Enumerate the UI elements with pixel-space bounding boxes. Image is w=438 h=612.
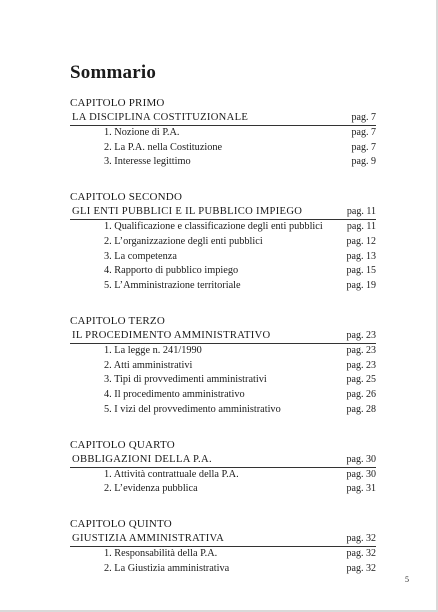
toc-entry[interactable] [70, 468, 376, 483]
entry-text: 3. Interesse legittimo [104, 156, 191, 168]
page-ref: pag. 13 [346, 250, 376, 262]
toc-entry[interactable] [70, 388, 376, 403]
toc-entry[interactable] [70, 403, 376, 418]
page-ref: pag. 19 [346, 280, 376, 292]
toc-entry[interactable] [70, 155, 376, 170]
page-ref: pag. 23 [346, 344, 376, 356]
page-ref: pag. 26 [346, 389, 376, 401]
toc-entry[interactable] [70, 264, 376, 279]
toc-entry[interactable] [70, 482, 376, 497]
chapter-title-row[interactable] [70, 329, 376, 344]
chapter-label: CAPITOLO QUINTO [70, 518, 172, 531]
chapter-label: CAPITOLO QUARTO [70, 438, 175, 451]
page-ref: pag. 15 [346, 265, 376, 277]
entry-text: 4. Rapporto di pubblico impiego [104, 265, 239, 277]
chapter-title-row[interactable] [70, 111, 376, 126]
chapter-2 [70, 190, 376, 294]
page-ref: pag. 12 [346, 235, 376, 247]
page-ref: pag. 32 [346, 562, 376, 574]
chapter-1 [70, 96, 376, 170]
toc-entry[interactable] [70, 235, 376, 250]
chapter-label: CAPITOLO SECONDO [70, 191, 183, 204]
toc-entry[interactable] [70, 220, 376, 235]
chapter-title: LA DISCIPLINA COSTITUZIONALE [72, 111, 249, 123]
entry-text: 1. La legge n. 241/1990 [104, 344, 202, 356]
page-ref: pag. 23 [346, 359, 376, 371]
chapter-title: OBBLIGAZIONI DELLA P.A. [72, 453, 212, 465]
toc-entry[interactable] [70, 373, 376, 388]
page-ref: pag. 11 [346, 205, 376, 217]
page-ref: pag. 32 [346, 547, 376, 559]
page-ref: pag. 30 [346, 468, 376, 480]
page-ref: pag. 7 [351, 126, 376, 138]
entry-text: 1. Nozione di P.A. [104, 126, 180, 138]
chapter-title-row[interactable] [70, 453, 376, 468]
entry-text: 2. L’organizzazione degli enti pubblici [104, 235, 263, 247]
toc-entry[interactable] [70, 141, 376, 156]
entry-text: 1. Qualificazione e classificazione degli enti pubblici [104, 220, 323, 232]
toc-entry[interactable] [70, 279, 376, 294]
page-ref: pag. 11 [346, 220, 376, 232]
toc-entry[interactable] [70, 359, 376, 374]
entry-text: 2. Atti amministrativi [104, 359, 193, 371]
entry-text: 3. La competenza [104, 250, 177, 262]
entry-text: 5. I vizi del provvedimento amministrativo [104, 403, 281, 415]
entry-text: 3. Tipi di provvedimenti amministrativi [104, 374, 267, 386]
chapter-label: CAPITOLO PRIMO [70, 97, 165, 109]
page-ref: pag. 9 [351, 156, 376, 168]
chapter-title: GIUSTIZIA AMMINISTRATIVA [72, 532, 225, 544]
page-ref: pag. 25 [346, 374, 376, 386]
page-ref: pag. 23 [346, 329, 376, 341]
entry-text: 2. La P.A. nella Costituzione [104, 141, 223, 153]
page-ref: pag. 7 [351, 141, 376, 153]
chapter-4 [70, 438, 376, 497]
chapter-label: CAPITOLO TERZO [70, 314, 165, 327]
page-ref: pag. 30 [346, 453, 376, 465]
entry-text: 1. Responsabilità della P.A. [104, 547, 218, 559]
page-title: Sommario [70, 62, 157, 83]
entry-text: 4. Il procedimento amministrativo [104, 389, 245, 401]
chapter-3 [70, 314, 376, 418]
entry-text: 2. La Giustizia amministrativa [104, 562, 230, 574]
chapter-title-row[interactable] [70, 205, 376, 220]
toc-entry[interactable] [70, 562, 376, 577]
page-ref: pag. 28 [346, 403, 376, 415]
table-of-contents [70, 96, 376, 577]
chapter-title: IL PROCEDIMENTO AMMINISTRATIVO [72, 329, 271, 341]
toc-entry[interactable] [70, 250, 376, 265]
chapter-title: GLI ENTI PUBBLICI E IL PUBBLICO IMPIEGO [72, 205, 303, 217]
page-ref: pag. 32 [346, 532, 376, 544]
chapter-title-row[interactable] [70, 532, 376, 547]
entry-text: 2. L’evidenza pubblica [104, 483, 198, 495]
toc-entry[interactable] [70, 547, 376, 562]
page-ref: pag. 31 [346, 483, 376, 495]
chapter-5 [70, 517, 376, 576]
page-number: 5 [405, 575, 409, 584]
toc-entry[interactable] [70, 344, 376, 359]
entry-text: 5. L’Amministrazione territoriale [104, 280, 241, 292]
toc-entry[interactable] [70, 126, 376, 141]
entry-text: 1. Attività contrattuale della P.A. [104, 468, 239, 480]
page-ref: pag. 7 [351, 111, 376, 123]
